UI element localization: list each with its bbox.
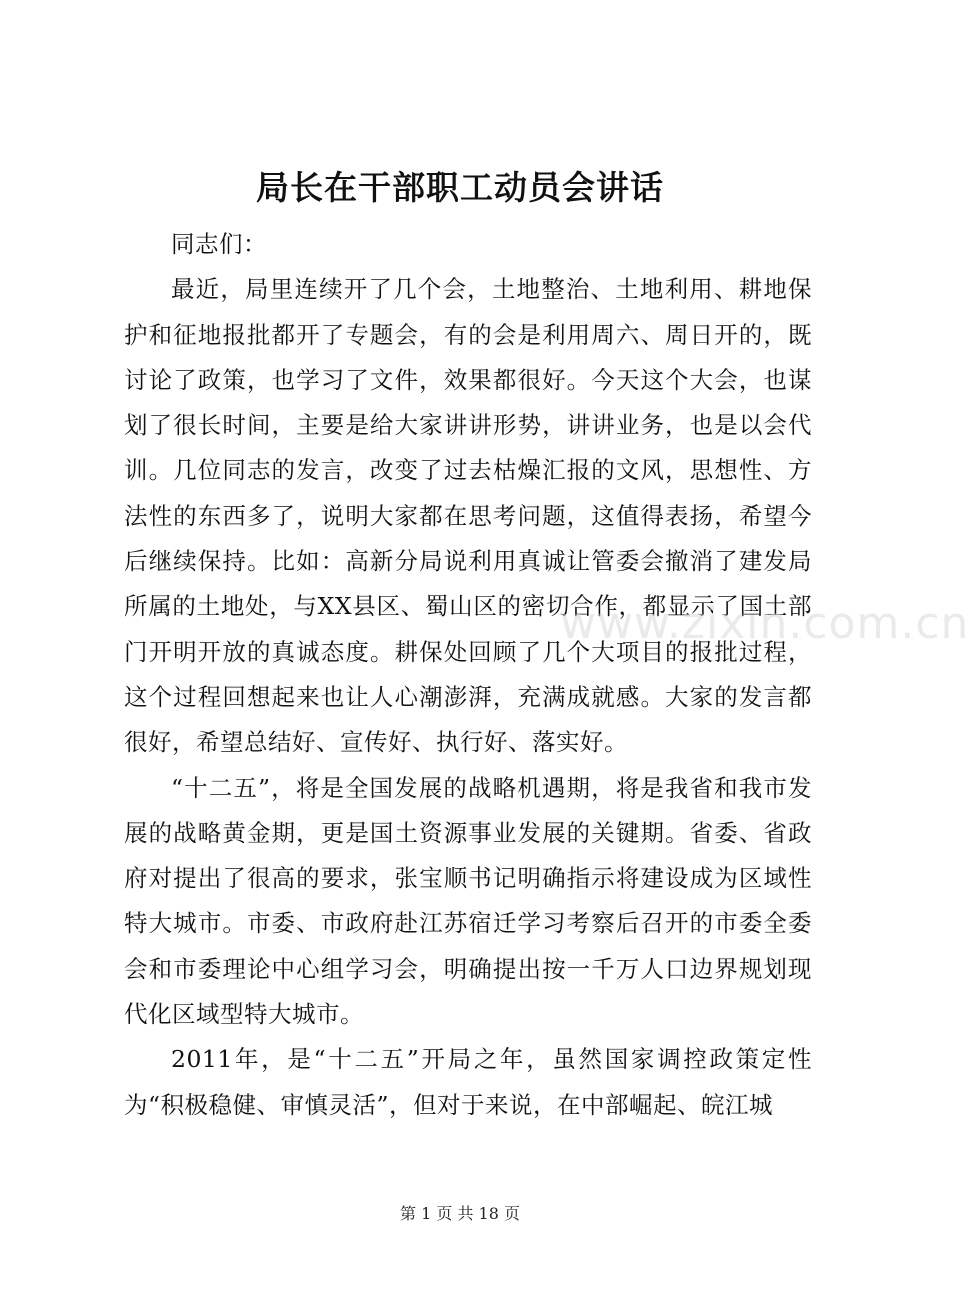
site-watermark: www.zixin.com.cn	[560, 598, 969, 649]
body-paragraph: 2011年，是“十二五”开局之年，虽然国家调控政策定性为“积极稳健、审慎灵活”，但对于来说，在中部崛起、皖江城	[124, 1045, 812, 1119]
body-paragraph: 最近，局里连续开了几个会，土地整治、土地利用、耕地保护和征地报批都开了专题会，有的会是利用周六、周日开的，既讨论了政策，也学习了文件，效果都很好。今天这个大会，也谋划了很长时间，主要是给大家讲讲形势，讲讲业务，也是以会代训。几位同志的发言，改变了过去枯燥汇报的文风，思想性、方法性的东西多了，说明大家都在思考问题，这值得表扬，希望今后继续保持。比如：高新分局说利用真诚让管委会撤消了建发局所属的土地处，与XX县区、蜀山区的密切合作，都显示了国土部门开明开放的真诚态度。耕保处回顾了几个大项目的报批过程，这个过程回想起来也让人心潮澎湃，充满成就感。大家的发言都很好，希望总结好、宣传好、执行好、落实好。	[124, 275, 812, 757]
document-body	[124, 222, 812, 1128]
salutation-paragraph: 同志们：	[171, 230, 267, 258]
page-footer	[0, 1201, 920, 1224]
document-title: 局长在干部职工动员会讲话	[256, 168, 664, 207]
page-number-label: 第 1 页 共 18 页	[400, 1204, 520, 1223]
body-paragraph: “十二五”，将是全国发展的战略机遇期，将是我省和我市发展的战略黄金期，更是国土资源事业发展的关键期。省委、省政府对提出了很高的要求，张宝顺书记明确指示将建设成为区域性特大城市。市委、市政府赴江苏宿迁学习考察后召开的市委全委会和市委理论中心组学习会，明确提出按一千万人口边界规划现代化区域型特大城市。	[124, 773, 812, 1029]
